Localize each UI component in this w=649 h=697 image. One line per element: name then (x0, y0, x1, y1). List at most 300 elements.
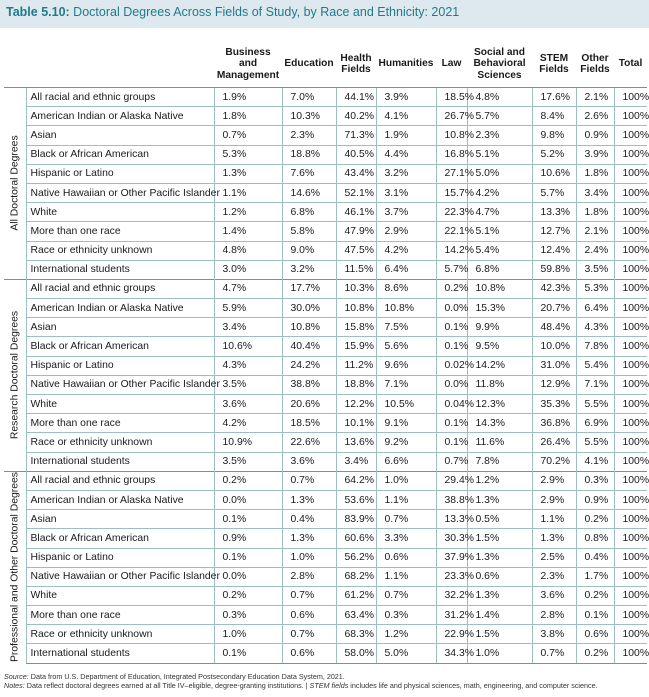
value-cell: 37.9% (436, 548, 467, 567)
value-cell: 3.0% (214, 260, 282, 279)
value-cell: 1.1% (376, 567, 436, 586)
header-row (4, 41, 647, 88)
value-cell: 20.6% (282, 395, 336, 414)
value-cell: 29.4% (436, 471, 467, 490)
value-cell: 59.8% (532, 260, 576, 279)
section-label-cell (4, 88, 26, 280)
row-label: Race or ethnicity unknown (26, 433, 214, 452)
value-cell: 100% (614, 414, 647, 433)
value-cell: 22.9% (436, 625, 467, 644)
value-cell: 7.8% (576, 337, 614, 356)
value-cell: 4.8% (467, 88, 532, 107)
value-cell: 7.1% (376, 375, 436, 394)
value-cell: 5.4% (576, 356, 614, 375)
value-cell: 18.5% (282, 414, 336, 433)
value-cell: 1.0% (214, 625, 282, 644)
value-cell: 2.6% (576, 107, 614, 126)
table-row (4, 318, 647, 337)
value-cell: 10.3% (282, 107, 336, 126)
value-cell: 40.2% (336, 107, 376, 126)
row-label: White (26, 395, 214, 414)
value-cell: 40.5% (336, 145, 376, 164)
value-cell: 15.9% (336, 337, 376, 356)
value-cell: 4.4% (376, 145, 436, 164)
value-cell: 22.3% (436, 203, 467, 222)
table-row (4, 548, 647, 567)
row-label: Asian (26, 318, 214, 337)
value-cell: 0.2% (214, 586, 282, 605)
value-cell: 31.0% (532, 356, 576, 375)
value-cell: 6.4% (576, 299, 614, 318)
value-cell: 100% (614, 606, 647, 625)
value-cell: 3.4% (214, 318, 282, 337)
value-cell: 26.7% (436, 107, 467, 126)
row-label: More than one race (26, 414, 214, 433)
value-cell: 0.2% (576, 510, 614, 529)
table-row (4, 222, 647, 241)
value-cell: 12.2% (336, 395, 376, 414)
value-cell: 5.1% (467, 222, 532, 241)
table-row (4, 586, 647, 605)
value-cell: 68.3% (336, 625, 376, 644)
value-cell: 5.5% (576, 395, 614, 414)
table-row (4, 356, 647, 375)
value-cell: 5.1% (467, 145, 532, 164)
column-header (376, 41, 436, 88)
value-cell: 100% (614, 222, 647, 241)
column-header (614, 41, 647, 88)
value-cell: 3.9% (576, 145, 614, 164)
value-cell: 100% (614, 145, 647, 164)
value-cell: 64.2% (336, 471, 376, 490)
value-cell: 9.2% (376, 433, 436, 452)
table-row (4, 203, 647, 222)
value-cell: 0.0% (436, 299, 467, 318)
value-cell: 10.8% (282, 318, 336, 337)
value-cell: 2.8% (532, 606, 576, 625)
value-cell: 0.3% (214, 606, 282, 625)
value-cell: 0.8% (576, 529, 614, 548)
value-cell: 4.2% (214, 414, 282, 433)
value-cell: 1.3% (467, 548, 532, 567)
row-label: Hispanic or Latino (26, 164, 214, 183)
value-cell: 6.9% (576, 414, 614, 433)
value-cell: 1.0% (376, 471, 436, 490)
row-label: Black or African American (26, 337, 214, 356)
value-cell: 1.3% (282, 529, 336, 548)
value-cell: 2.9% (532, 490, 576, 509)
column-header (336, 41, 376, 88)
row-label: Asian (26, 126, 214, 145)
header-blank (26, 41, 214, 88)
value-cell: 7.8% (467, 452, 532, 471)
row-label: Asian (26, 510, 214, 529)
column-header-line: Management (216, 69, 280, 81)
value-cell: 1.4% (467, 606, 532, 625)
value-cell: 40.4% (282, 337, 336, 356)
row-label: All racial and ethnic groups (26, 279, 214, 298)
value-cell: 0.7% (376, 586, 436, 605)
value-cell: 0.7% (214, 126, 282, 145)
value-cell: 100% (614, 88, 647, 107)
value-cell: 35.3% (532, 395, 576, 414)
value-cell: 0.9% (576, 126, 614, 145)
value-cell: 14.6% (282, 183, 336, 202)
value-cell: 2.3% (532, 567, 576, 586)
value-cell: 1.0% (467, 644, 532, 663)
value-cell: 100% (614, 567, 647, 586)
value-cell: 3.7% (376, 203, 436, 222)
value-cell: 22.1% (436, 222, 467, 241)
value-cell: 2.3% (282, 126, 336, 145)
value-cell: 10.8% (336, 299, 376, 318)
value-cell: 9.8% (532, 126, 576, 145)
value-cell: 0.0% (214, 490, 282, 509)
value-cell: 7.5% (376, 318, 436, 337)
value-cell: 83.9% (336, 510, 376, 529)
value-cell: 1.9% (376, 126, 436, 145)
value-cell: 10.8% (376, 299, 436, 318)
value-cell: 3.4% (336, 452, 376, 471)
section-label: Professional and Other Doctoral Degrees (9, 472, 21, 663)
table-header (4, 41, 647, 88)
value-cell: 0.04% (436, 395, 467, 414)
value-cell: 2.3% (467, 126, 532, 145)
column-header (436, 41, 467, 88)
value-cell: 0.3% (376, 606, 436, 625)
value-cell: 6.8% (282, 203, 336, 222)
value-cell: 4.7% (467, 203, 532, 222)
value-cell: 0.9% (214, 529, 282, 548)
value-cell: 100% (614, 452, 647, 471)
value-cell: 100% (614, 529, 647, 548)
row-label: Native Hawaiian or Other Pacific Islander (26, 567, 214, 586)
notes-line (4, 681, 598, 690)
row-label: American Indian or Alaska Native (26, 299, 214, 318)
table-row (4, 375, 647, 394)
title-bar (0, 0, 649, 28)
row-label: Black or African American (26, 529, 214, 548)
value-cell: 3.1% (376, 183, 436, 202)
value-cell: 6.4% (376, 260, 436, 279)
value-cell: 100% (614, 375, 647, 394)
table-row (4, 625, 647, 644)
value-cell: 71.3% (336, 126, 376, 145)
value-cell: 14.2% (436, 241, 467, 260)
value-cell: 17.6% (532, 88, 576, 107)
value-cell: 13.3% (436, 510, 467, 529)
value-cell: 9.9% (467, 318, 532, 337)
value-cell: 60.6% (336, 529, 376, 548)
value-cell: 38.8% (436, 490, 467, 509)
value-cell: 0.2% (576, 644, 614, 663)
section-label-cell (4, 471, 26, 663)
value-cell: 5.0% (376, 644, 436, 663)
column-header-line: Business and (225, 46, 271, 70)
row-label: All racial and ethnic groups (26, 471, 214, 490)
row-label: American Indian or Alaska Native (26, 490, 214, 509)
value-cell: 38.8% (282, 375, 336, 394)
value-cell: 3.9% (376, 88, 436, 107)
row-label: More than one race (26, 606, 214, 625)
value-cell: 20.7% (532, 299, 576, 318)
value-cell: 0.9% (576, 490, 614, 509)
value-cell: 3.4% (576, 183, 614, 202)
value-cell: 4.2% (376, 241, 436, 260)
value-cell: 0.4% (282, 510, 336, 529)
column-header-line: STEM (539, 52, 569, 64)
value-cell: 0.6% (467, 567, 532, 586)
value-cell: 2.5% (532, 548, 576, 567)
column-header (467, 41, 532, 88)
value-cell: 0.7% (532, 644, 576, 663)
value-cell: 100% (614, 490, 647, 509)
value-cell: 0.7% (282, 586, 336, 605)
value-cell: 10.9% (214, 433, 282, 452)
value-cell: 1.1% (376, 490, 436, 509)
row-label: Race or ethnicity unknown (26, 241, 214, 260)
section-label: All Doctoral Degrees (9, 135, 21, 232)
value-cell: 8.6% (376, 279, 436, 298)
value-cell: 18.8% (282, 145, 336, 164)
value-cell: 1.2% (467, 471, 532, 490)
row-label: International students (26, 644, 214, 663)
value-cell: 0.2% (436, 279, 467, 298)
stem-label: STEM fields (309, 681, 349, 691)
value-cell: 0.1% (436, 433, 467, 452)
value-cell: 27.1% (436, 164, 467, 183)
value-cell: 0.1% (436, 337, 467, 356)
row-label: International students (26, 452, 214, 471)
table-title-text: Doctoral Degrees Across Fields of Study, by Race and Ethnicity: 2021 (73, 5, 460, 19)
value-cell: 1.3% (214, 164, 282, 183)
value-cell: 18.8% (336, 375, 376, 394)
value-cell: 4.3% (576, 318, 614, 337)
value-cell: 1.7% (576, 567, 614, 586)
source-text: Data from U.S. Department of Education, Integrated Postsecondary Education Data System, 2021. (30, 672, 345, 681)
row-label: Native Hawaiian or Other Pacific Islander (26, 375, 214, 394)
value-cell: 32.2% (436, 586, 467, 605)
value-cell: 100% (614, 126, 647, 145)
value-cell: 17.7% (282, 279, 336, 298)
value-cell: 5.0% (467, 164, 532, 183)
value-cell: 3.5% (576, 260, 614, 279)
value-cell: 3.6% (214, 395, 282, 414)
value-cell: 2.1% (576, 88, 614, 107)
value-cell: 13.3% (532, 203, 576, 222)
value-cell: 5.7% (532, 183, 576, 202)
table-number: Table 5.10: (6, 5, 70, 19)
row-label: All racial and ethnic groups (26, 88, 214, 107)
column-header-line: Law (441, 58, 462, 70)
value-cell: 4.3% (214, 356, 282, 375)
value-cell: 48.4% (532, 318, 576, 337)
table-row (4, 279, 647, 298)
table-row (4, 337, 647, 356)
value-cell: 10.8% (467, 279, 532, 298)
column-header (282, 41, 336, 88)
value-cell: 42.3% (532, 279, 576, 298)
value-cell: 100% (614, 510, 647, 529)
table-row (4, 183, 647, 202)
value-cell: 5.9% (214, 299, 282, 318)
table-row (4, 471, 647, 490)
column-header-line: Sciences (477, 69, 522, 81)
table-row (4, 452, 647, 471)
value-cell: 1.3% (532, 529, 576, 548)
value-cell: 1.0% (282, 548, 336, 567)
value-cell: 100% (614, 395, 647, 414)
value-cell: 9.1% (376, 414, 436, 433)
table-row (4, 241, 647, 260)
value-cell: 6.6% (376, 452, 436, 471)
value-cell: 100% (614, 586, 647, 605)
value-cell: 14.2% (467, 356, 532, 375)
value-cell: 24.2% (282, 356, 336, 375)
row-label: American Indian or Alaska Native (26, 107, 214, 126)
value-cell: 1.5% (467, 625, 532, 644)
value-cell: 23.3% (436, 567, 467, 586)
value-cell: 10.8% (436, 126, 467, 145)
table-row (4, 567, 647, 586)
value-cell: 14.3% (467, 414, 532, 433)
value-cell: 9.5% (467, 337, 532, 356)
value-cell: 1.4% (214, 222, 282, 241)
value-cell: 36.8% (532, 414, 576, 433)
value-cell: 31.2% (436, 606, 467, 625)
value-cell: 1.8% (214, 107, 282, 126)
value-cell: 3.6% (532, 586, 576, 605)
table-row (4, 606, 647, 625)
value-cell: 1.3% (282, 490, 336, 509)
value-cell: 5.2% (532, 145, 576, 164)
value-cell: 7.0% (282, 88, 336, 107)
column-header-line: Fields (580, 64, 610, 75)
value-cell: 53.6% (336, 490, 376, 509)
value-cell: 0.7% (282, 625, 336, 644)
value-cell: 0.0% (214, 567, 282, 586)
column-header-line: Education (284, 58, 334, 70)
value-cell: 0.6% (576, 625, 614, 644)
value-cell: 0.02% (436, 356, 467, 375)
row-label: Black or African American (26, 145, 214, 164)
value-cell: 100% (614, 279, 647, 298)
source-label: Source: (4, 672, 29, 681)
value-cell: 100% (614, 107, 647, 126)
value-cell: 43.4% (336, 164, 376, 183)
value-cell: 47.9% (336, 222, 376, 241)
table-row (4, 88, 647, 107)
notes (4, 672, 598, 690)
value-cell: 3.2% (282, 260, 336, 279)
value-cell: 0.7% (436, 452, 467, 471)
value-cell: 0.0% (436, 375, 467, 394)
row-label: More than one race (26, 222, 214, 241)
value-cell: 2.9% (376, 222, 436, 241)
value-cell: 100% (614, 625, 647, 644)
value-cell: 68.2% (336, 567, 376, 586)
notes-label: Notes: (4, 681, 25, 691)
value-cell: 26.4% (532, 433, 576, 452)
row-label: White (26, 203, 214, 222)
table-row (4, 510, 647, 529)
value-cell: 100% (614, 356, 647, 375)
row-label: International students (26, 260, 214, 279)
value-cell: 1.3% (467, 490, 532, 509)
value-cell: 100% (614, 203, 647, 222)
table-row (4, 529, 647, 548)
value-cell: 5.8% (282, 222, 336, 241)
value-cell: 10.0% (532, 337, 576, 356)
column-header-line: Behavioral (473, 58, 526, 70)
row-label: Hispanic or Latino (26, 356, 214, 375)
value-cell: 1.1% (214, 183, 282, 202)
value-cell: 8.4% (532, 107, 576, 126)
value-cell: 5.7% (467, 107, 532, 126)
table-row (4, 395, 647, 414)
value-cell: 12.9% (532, 375, 576, 394)
table-row (4, 145, 647, 164)
value-cell: 34.3% (436, 644, 467, 663)
value-cell: 11.2% (336, 356, 376, 375)
column-header (214, 41, 282, 88)
value-cell: 100% (614, 471, 647, 490)
column-header-line: Fields (539, 64, 569, 75)
value-cell: 0.2% (214, 471, 282, 490)
stem-text: includes life and physical sciences, math, engineering, and computer science. (350, 681, 598, 691)
column-header (532, 41, 576, 88)
table-row (4, 164, 647, 183)
table-row (4, 433, 647, 452)
column-header-line: Other (581, 52, 609, 64)
value-cell: 0.7% (282, 471, 336, 490)
value-cell: 58.0% (336, 644, 376, 663)
value-cell: 9.6% (376, 356, 436, 375)
value-cell: 5.3% (214, 145, 282, 164)
value-cell: 7.6% (282, 164, 336, 183)
value-cell: 30.3% (436, 529, 467, 548)
value-cell: 100% (614, 433, 647, 452)
source-line (4, 672, 598, 681)
column-header (576, 41, 614, 88)
column-header-line: Fields (341, 64, 371, 75)
value-cell: 10.6% (214, 337, 282, 356)
notes-text: Data reflect doctoral degrees earned at all Title IV–eligible, degree-granting institutions. (26, 681, 304, 691)
value-cell: 0.6% (376, 548, 436, 567)
value-cell: 0.1% (214, 644, 282, 663)
value-cell: 100% (614, 183, 647, 202)
value-cell: 100% (614, 299, 647, 318)
value-cell: 5.3% (576, 279, 614, 298)
value-cell: 6.8% (467, 260, 532, 279)
value-cell: 52.1% (336, 183, 376, 202)
table-row (4, 414, 647, 433)
row-label: Hispanic or Latino (26, 548, 214, 567)
value-cell: 1.1% (532, 510, 576, 529)
value-cell: 3.3% (376, 529, 436, 548)
value-cell: 22.6% (282, 433, 336, 452)
value-cell: 13.6% (336, 433, 376, 452)
value-cell: 61.2% (336, 586, 376, 605)
notes-separator: | (305, 681, 308, 691)
column-header-line: Humanities (378, 58, 434, 70)
table-row (4, 126, 647, 145)
value-cell: 7.1% (576, 375, 614, 394)
value-cell: 12.7% (532, 222, 576, 241)
value-cell: 15.8% (336, 318, 376, 337)
value-cell: 3.2% (376, 164, 436, 183)
value-cell: 3.5% (214, 452, 282, 471)
